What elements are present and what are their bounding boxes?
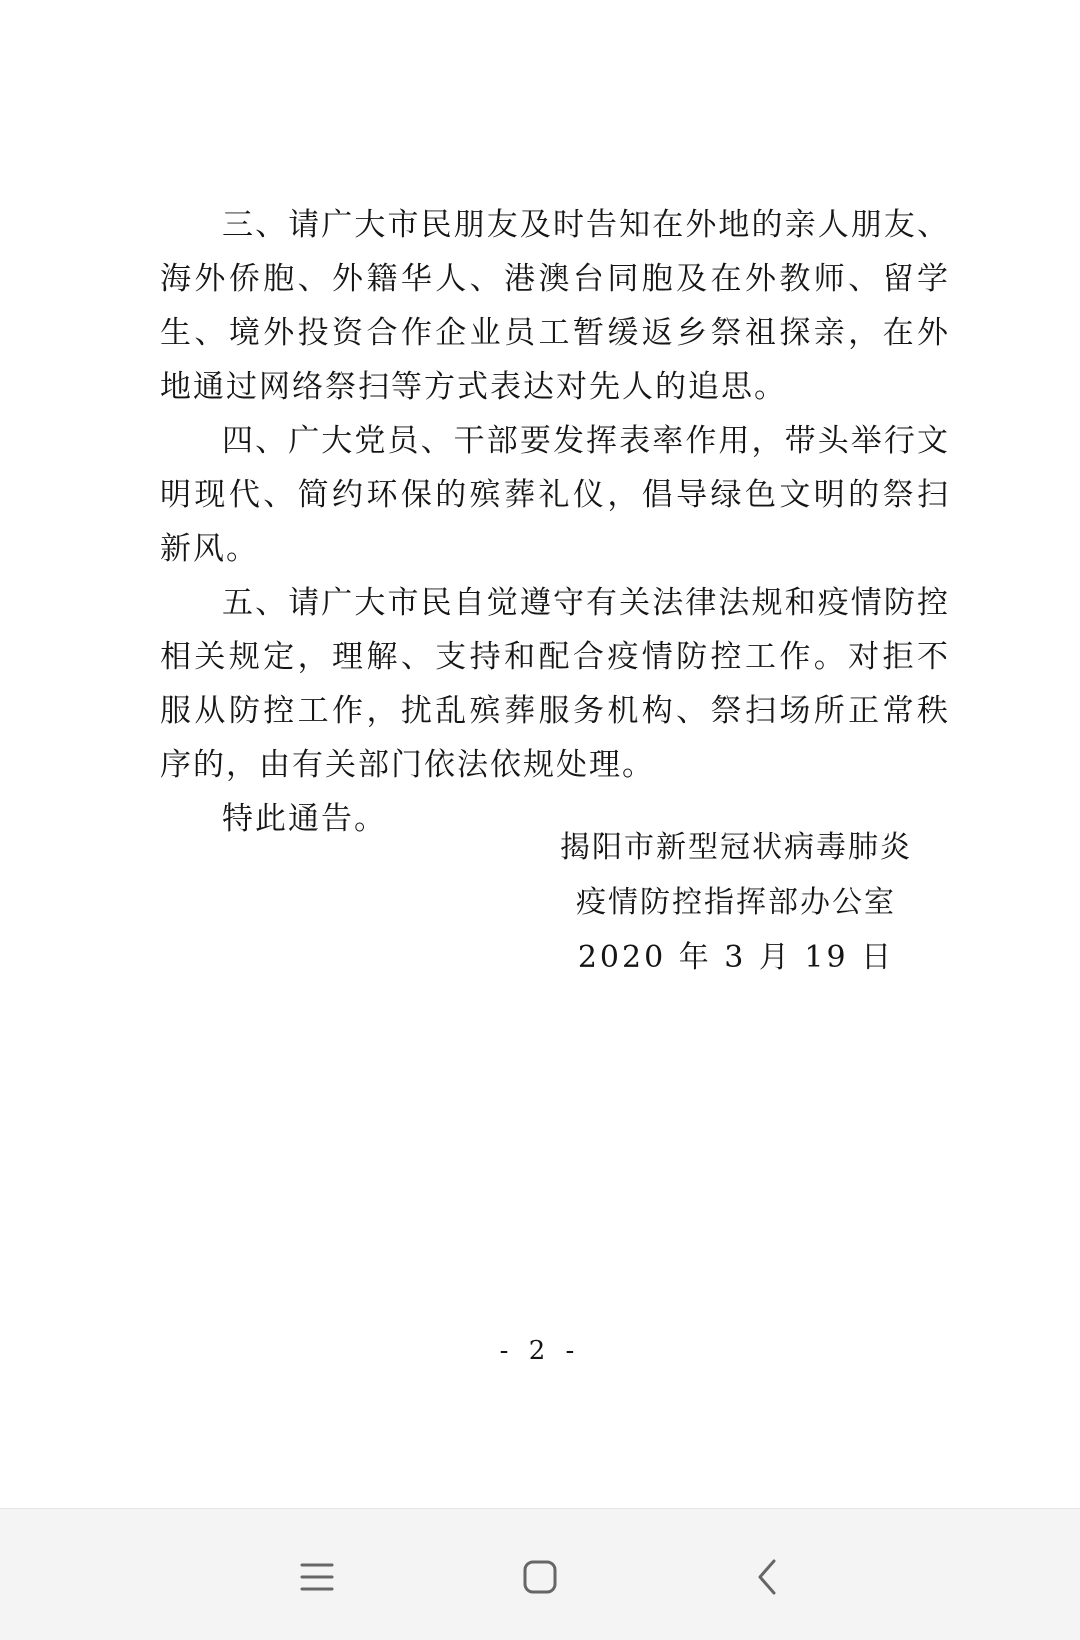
signature-date: 2020 年 3 月 19 日 xyxy=(577,940,895,975)
back-button[interactable] xyxy=(727,1537,807,1617)
menu-button[interactable] xyxy=(277,1537,357,1617)
signature-block xyxy=(560,820,912,985)
home-icon xyxy=(523,1560,557,1594)
document-body xyxy=(160,198,950,846)
paragraph-5: 五、请广大市民自觉遵守有关法律法规和疫情防控相关规定，理解、支持和配合疫情防控工作。对拒不服从防控工作，扰乱殡葬服务机构、祭扫场所正常秩序的，由有关部门依法依规处理。 xyxy=(160,585,950,783)
paragraph-4: 四、广大党员、干部要发挥表率作用，带头举行文明现代、简约环保的殡葬礼仪，倡导绿色文明的祭扫新风。 xyxy=(160,423,950,567)
paragraph-3: 三、请广大市民朋友及时告知在外地的亲人朋友、海外侨胞、外籍华人、港澳台同胞及在外教师、留学生、境外投资合作企业员工暂缓返乡祭祖探亲，在外地通过网络祭扫等方式表达对先人的追思。 xyxy=(160,207,950,405)
home-button[interactable] xyxy=(500,1537,580,1617)
menu-icon xyxy=(300,1562,334,1592)
signature-org-line2: 疫情防控指挥部办公室 xyxy=(576,885,896,920)
back-icon xyxy=(756,1559,778,1595)
system-navigation-bar xyxy=(0,1508,1080,1640)
page-number: - 2 - xyxy=(499,1336,581,1366)
closing-statement: 特此通告。 xyxy=(222,801,387,837)
signature-org-line1: 揭阳市新型冠状病毒肺炎 xyxy=(560,830,912,865)
